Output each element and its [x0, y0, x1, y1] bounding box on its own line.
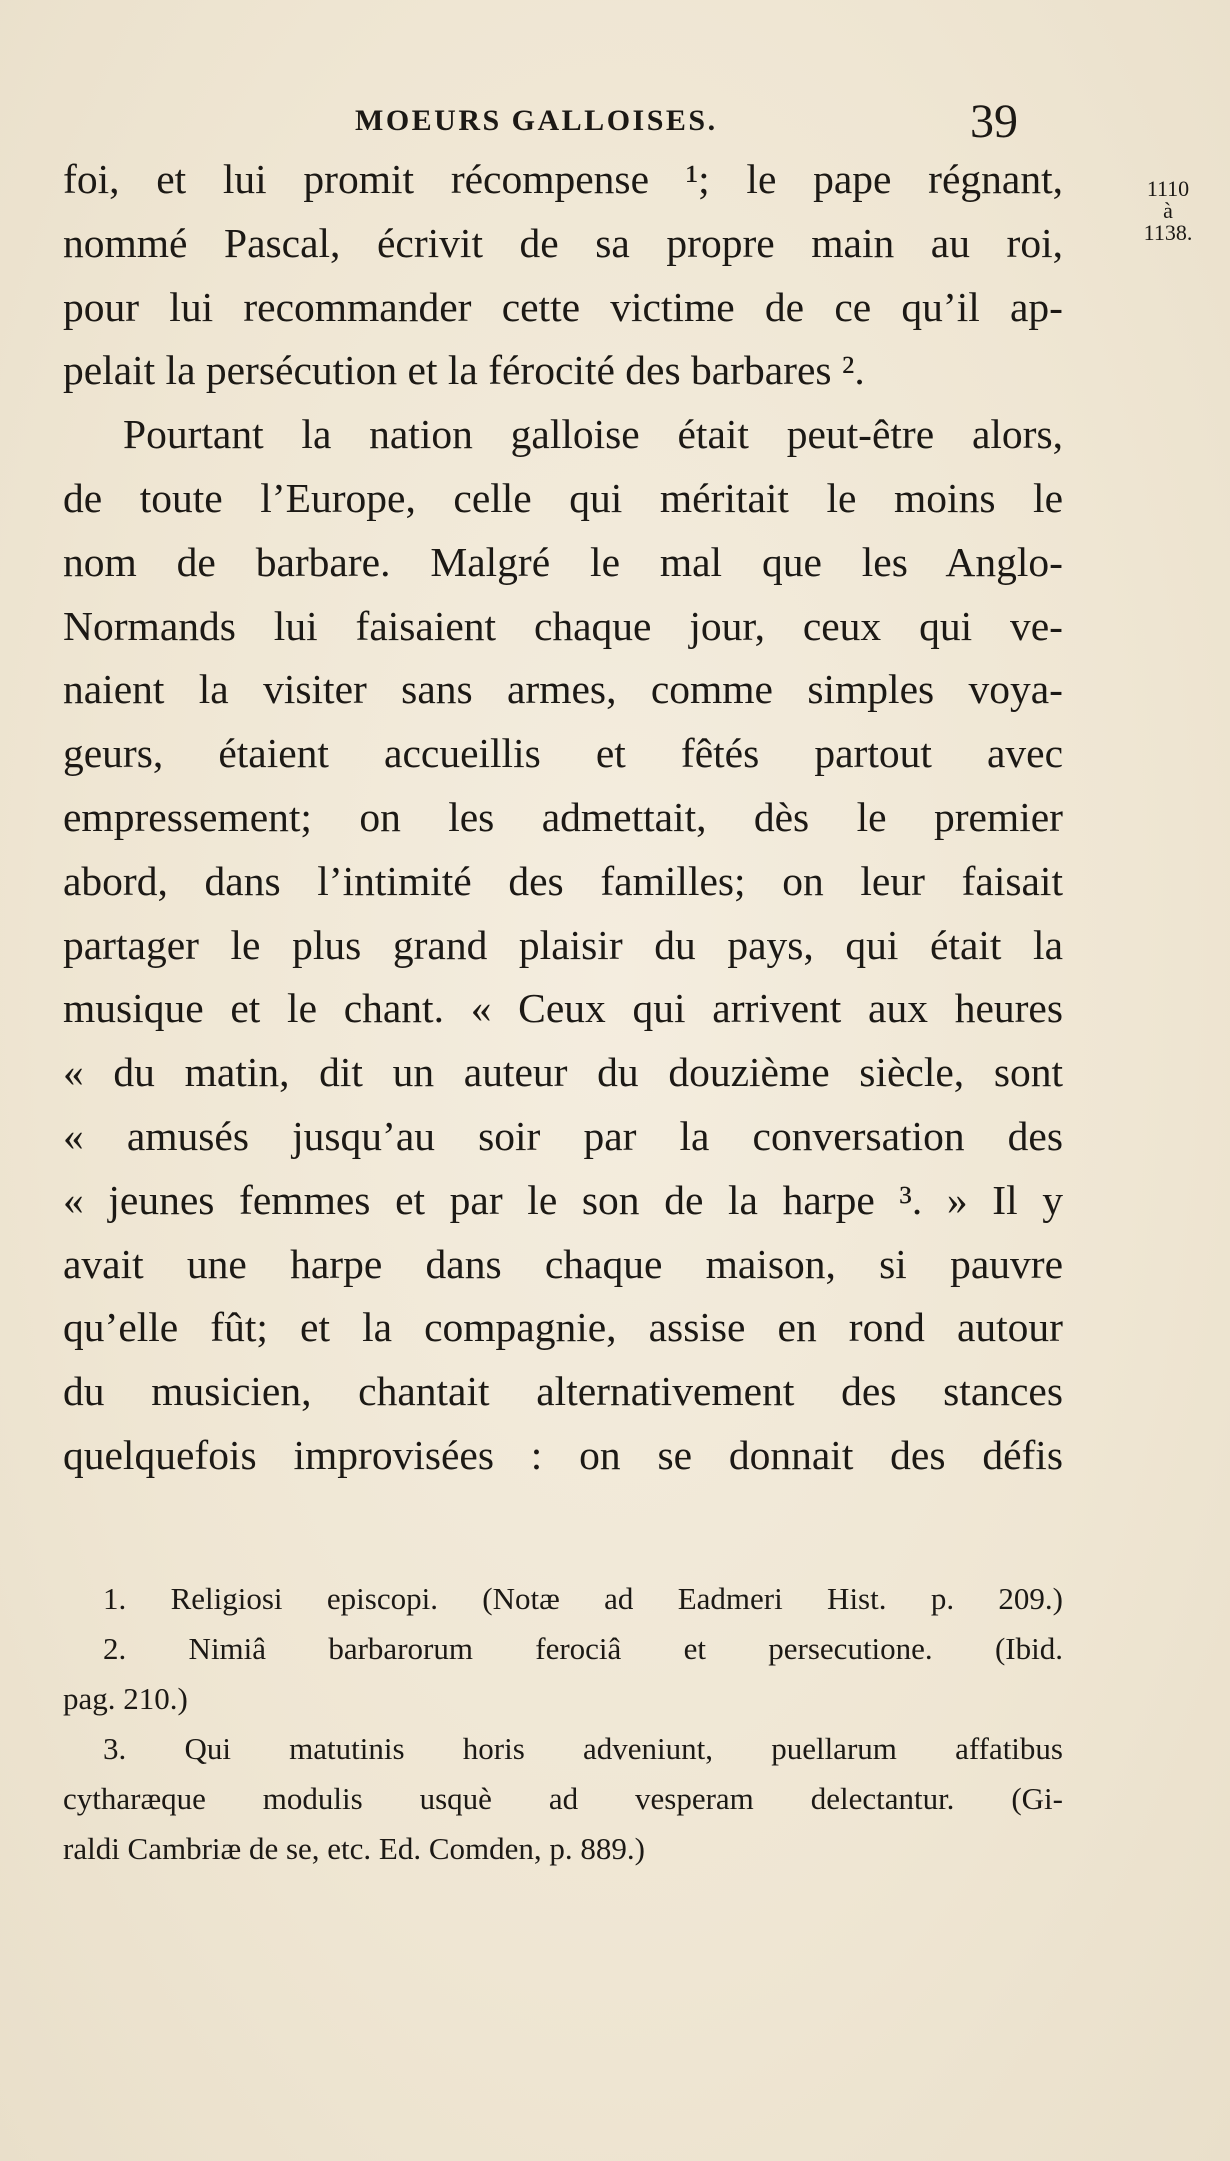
- footnote-line: cytharæque modulis usquè ad vesperam delectantur. (Gi-: [63, 1781, 1063, 1816]
- main-text: [63, 148, 1063, 1488]
- text-line: abord, dans l’intimité des familles; on leur faisait: [63, 857, 1063, 904]
- margin-date-from: 1110: [1146, 176, 1190, 201]
- text-line: de toute l’Europe, celle qui méritait le moins le: [63, 474, 1063, 521]
- text-line: musique et le chant. « Ceux qui arrivent aux heures: [63, 985, 1063, 1032]
- footnote-line: 3. Qui matutinis horis adveniunt, puellarum affatibus: [103, 1731, 1063, 1766]
- text-line: « jeunes femmes et par le son de la harpe ³. » Il y: [63, 1176, 1063, 1223]
- footnote-line: pag. 210.): [63, 1681, 188, 1716]
- footnotes: [63, 1574, 1063, 1874]
- text-line: quelquefois improvisées : on se donnait des défis: [63, 1431, 1063, 1478]
- text-line: partager le plus grand plaisir du pays, qui était la: [63, 921, 1063, 968]
- text-line: « amusés jusqu’au soir par la conversation des: [63, 1112, 1063, 1159]
- text-line: nom de barbare. Malgré le mal que les Anglo-: [63, 538, 1063, 585]
- running-title: MOEURS GALLOISES.: [355, 104, 718, 137]
- margin-date-to: 1138.: [1143, 220, 1193, 245]
- text-line: pelait la persécution et la férocité des barbares ².: [63, 347, 865, 394]
- margin-date-range: [1128, 178, 1208, 244]
- footnote-line: 2. Nimiâ barbarorum ferociâ et persecutione. (Ibid.: [103, 1631, 1063, 1666]
- footnote-line: raldi Cambriæ de se, etc. Ed. Comden, p. 889.): [63, 1831, 645, 1866]
- text-line: empressement; on les admettait, dès le premier: [63, 793, 1063, 840]
- text-line: avait une harpe dans chaque maison, si pauvre: [63, 1240, 1063, 1287]
- text-line: pour lui recommander cette victime de ce qu’il ap-: [63, 283, 1063, 330]
- text-line: « du matin, dit un auteur du douzième siècle, sont: [63, 1049, 1063, 1096]
- text-line: Pourtant la nation galloise était peut-être alors,: [123, 411, 1063, 458]
- margin-date-separator: à: [1163, 198, 1173, 223]
- text-line: Normands lui faisaient chaque jour, ceux qui ve-: [63, 602, 1063, 649]
- text-line: foi, et lui promit récompense ¹; le pape régnant,: [63, 156, 1063, 202]
- page-number: 39: [970, 95, 1018, 148]
- footnote-line: 1. Religiosi episcopi. (Notæ ad Eadmeri Hist. p. 209.): [103, 1581, 1063, 1616]
- text-line: du musicien, chantait alternativement des stances: [63, 1368, 1063, 1415]
- text-line: nommé Pascal, écrivit de sa propre main au roi,: [63, 219, 1063, 266]
- text-line: geurs, étaient accueillis et fêtés partout avec: [63, 730, 1063, 777]
- text-line: qu’elle fût; et la compagnie, assise en rond autour: [63, 1304, 1063, 1351]
- text-line: naient la visiter sans armes, comme simples voya-: [63, 666, 1063, 713]
